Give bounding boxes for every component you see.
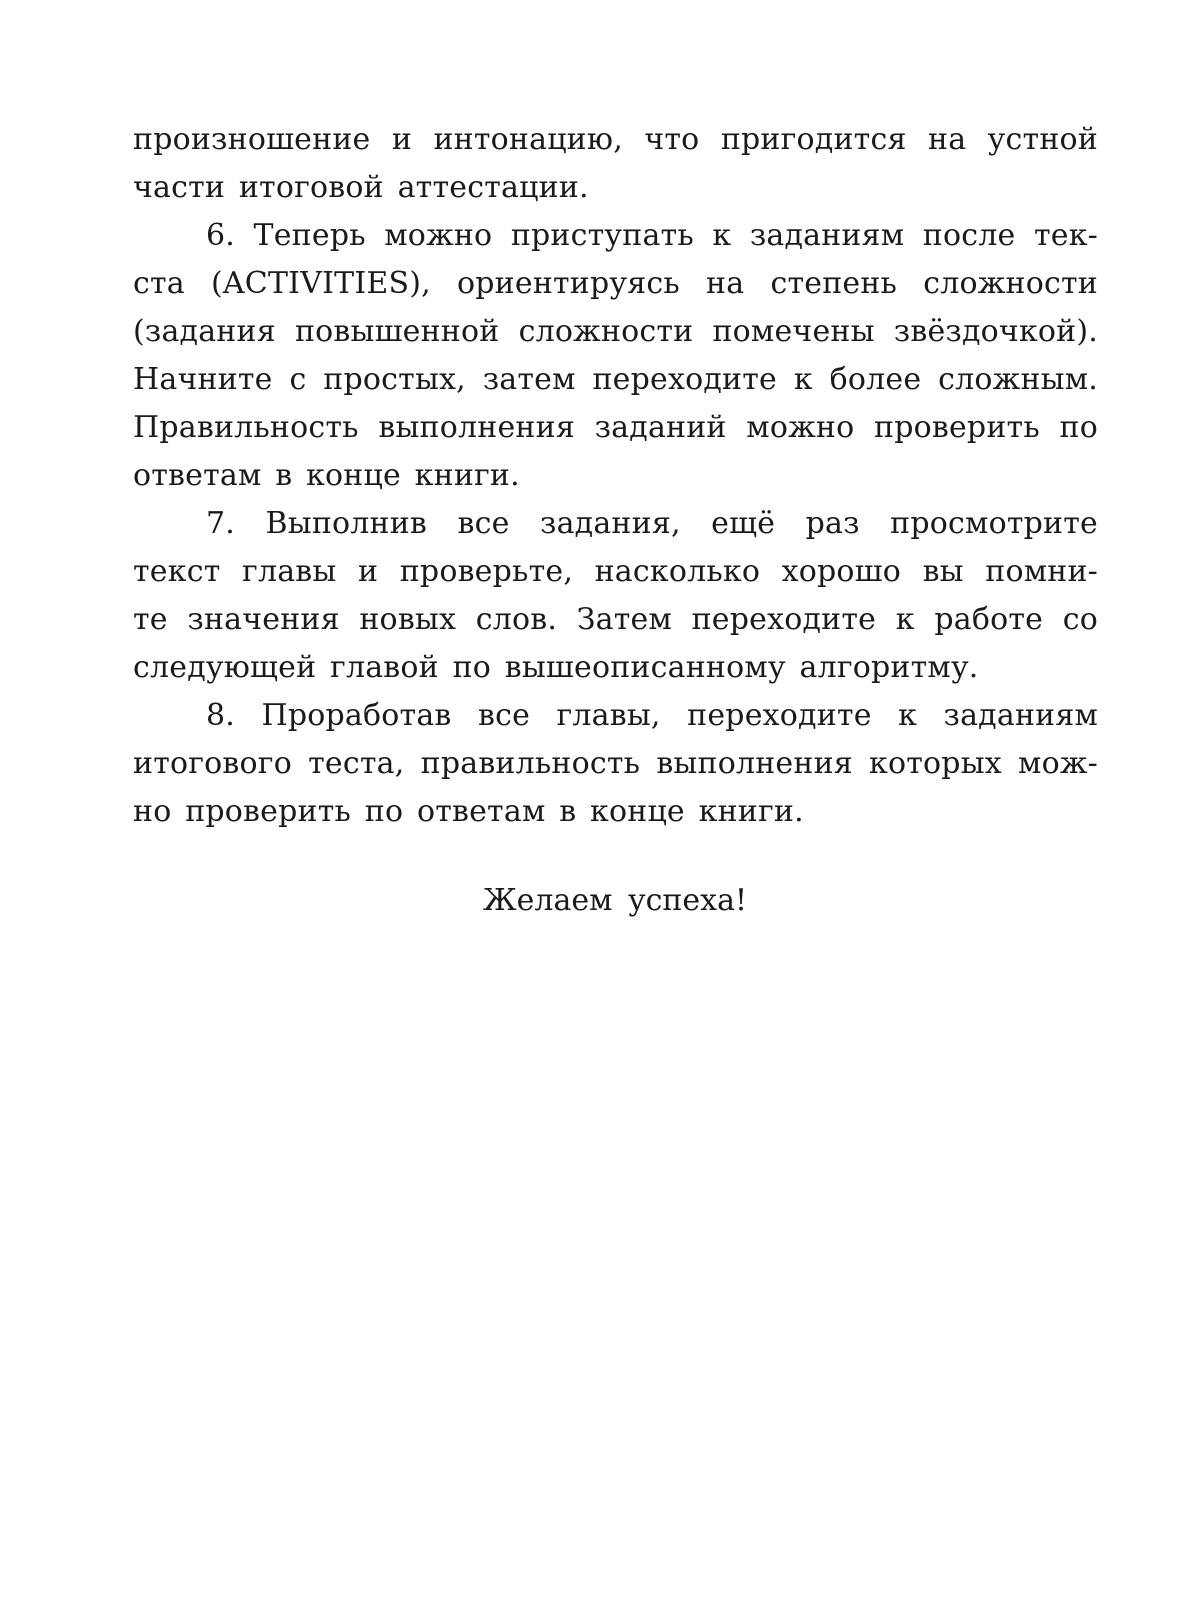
text-line: итогового теста, правильность выполнения которых мож- [133,746,1098,781]
text-line: ста (ACTIVITIES), ориентируясь на степень сложности [133,266,1098,301]
paragraph-step-7 [133,500,1098,692]
text-line: Правильность выполнения заданий можно проверить по [133,410,1098,445]
text-line: ответам в конце книги. [133,458,520,493]
paragraph-step-8 [133,692,1098,836]
text-line: 6. Теперь можно приступать к заданиям после тек- [206,218,1098,253]
text-line: 7. Выполнив все задания, ещё раз просмотрите [206,506,1098,541]
text-line: произношение и интонацию, что пригодится на устной [133,122,1098,157]
text-line: части итоговой аттестации. [133,170,589,205]
closing-wish: Желаем успеха! [482,883,748,918]
text-line: 8. Проработав все главы, переходите к заданиям [206,698,1098,733]
paragraph-step-6 [133,212,1098,500]
text-line: (задания повышенной сложности помечены звёздочкой). [133,314,1098,349]
text-line: те значения новых слов. Затем переходите к работе со [133,602,1098,637]
text-line: Начните с простых, затем переходите к более сложным. [133,362,1098,397]
text-line: но проверить по ответам в конце книги. [133,794,804,829]
paragraph-continuation [133,116,1098,212]
text-line: текст главы и проверьте, насколько хорошо вы помни- [133,554,1098,589]
body-text [133,116,1098,836]
text-line: следующей главой по вышеописанному алгоритму. [133,650,979,685]
